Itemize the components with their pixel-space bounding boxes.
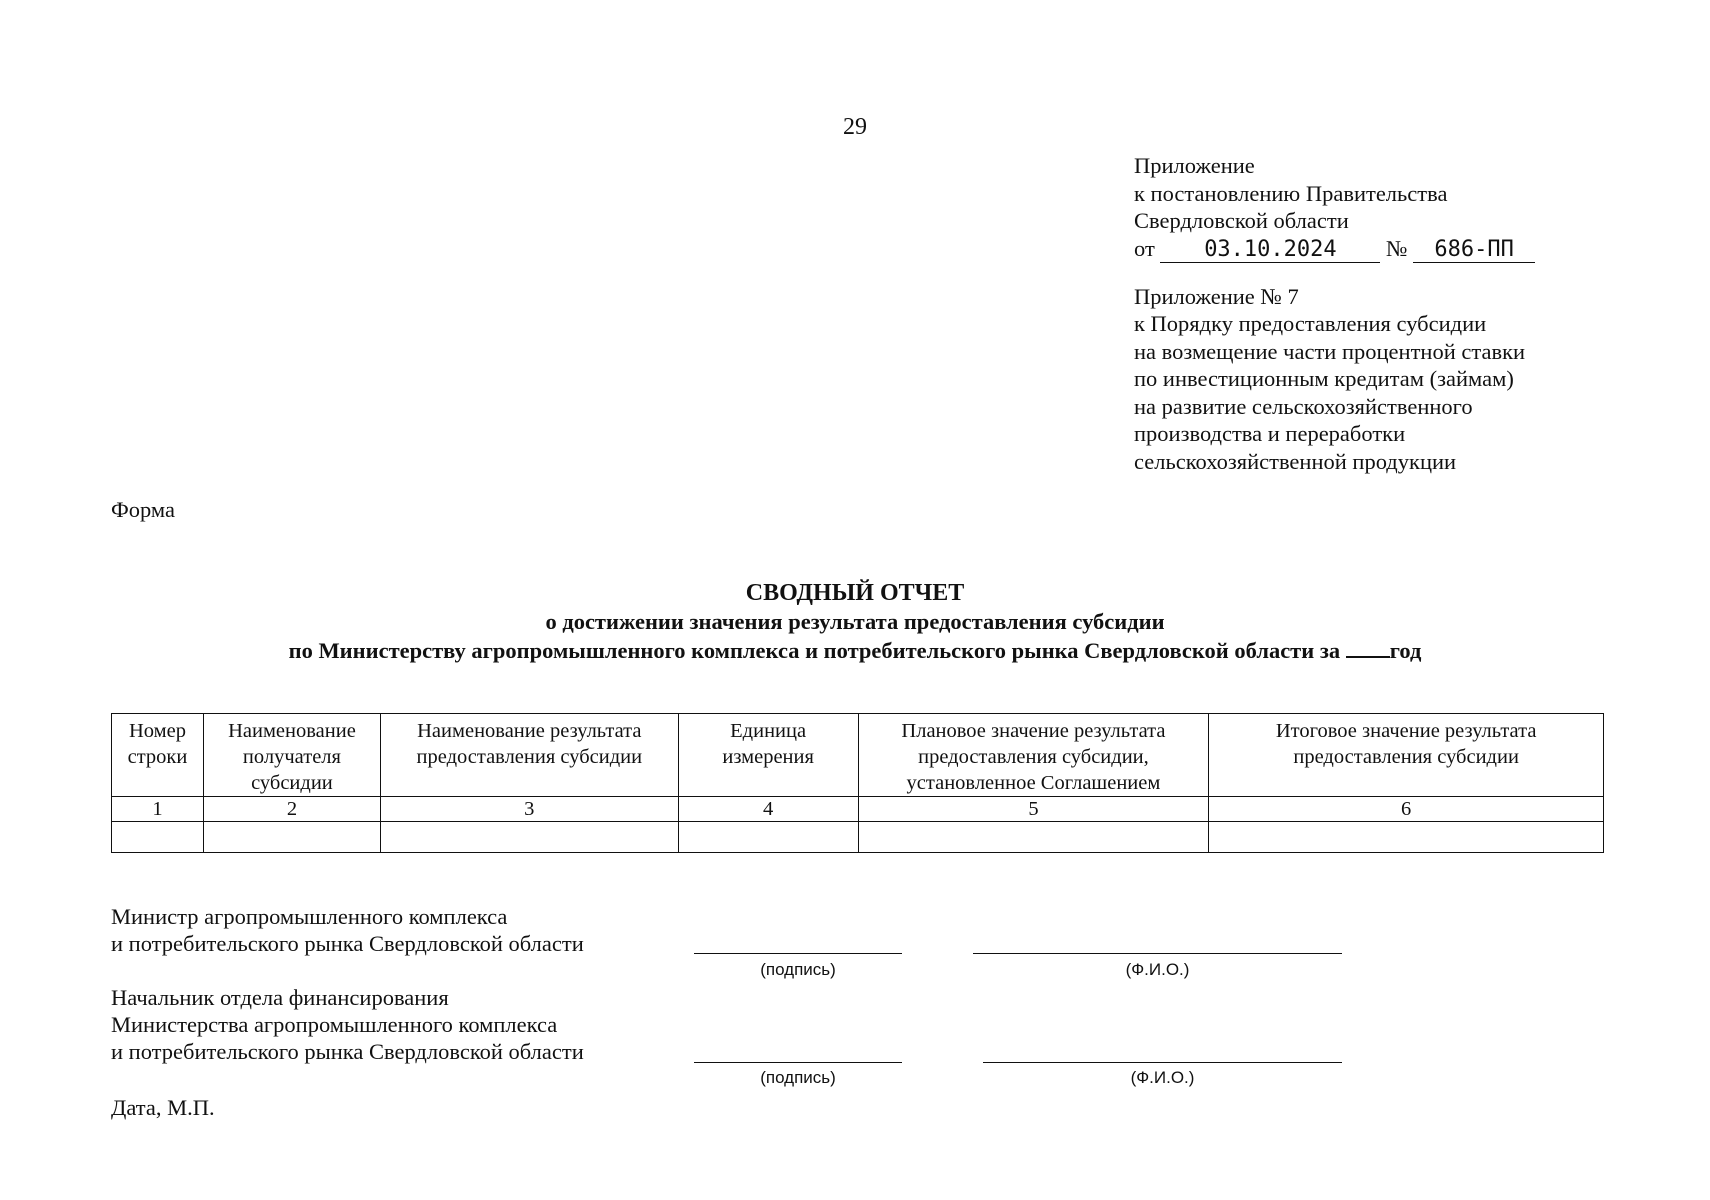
column-number: 4	[678, 797, 858, 822]
finance-head-title-line: и потребительского рынка Свердловской области	[111, 1039, 584, 1064]
header-final-value: Итоговое значение результата предоставления субсидии	[1209, 714, 1604, 797]
resolution-date: 03.10.2024	[1160, 238, 1380, 263]
title-ministry-line	[0, 636, 1710, 665]
appendix-block	[1134, 152, 1535, 475]
finance-head-name-line	[983, 1062, 1342, 1063]
table-cell	[112, 822, 204, 853]
header-unit: Единица измерения	[678, 714, 858, 797]
title-subtitle: о достижении значения результата предоставления субсидии	[545, 609, 1165, 634]
minister-name-caption: (Ф.И.О.)	[1125, 960, 1190, 979]
appendix7-line: к Порядку предоставления субсидии	[1134, 311, 1487, 336]
appendix-line: Приложение	[1134, 153, 1255, 178]
minister-title-line: Министр агропромышленного комплекса	[111, 904, 508, 929]
header-recipient: Наименование получателя субсидии	[203, 714, 380, 797]
resolution-number: 686-ПП	[1413, 238, 1535, 263]
table-header-row	[112, 714, 1604, 797]
minister-title-line: и потребительского рынка Свердловской области	[111, 931, 584, 956]
header-planned-value: Плановое значение результата предоставления субсидии, установленное Соглашением	[858, 714, 1209, 797]
finance-head-title-line: Министерства агропромышленного комплекса	[111, 1012, 558, 1037]
table-cell	[858, 822, 1209, 853]
table-cell	[380, 822, 678, 853]
appendix7-line: на развитие сельскохозяйственного	[1134, 393, 1473, 419]
header-result-name: Наименование результата предоставления субсидии	[380, 714, 678, 797]
appendix7-line: Приложение № 7	[1134, 283, 1299, 309]
table-row	[112, 822, 1604, 853]
date-stamp-label: Дата, М.П.	[111, 1095, 215, 1120]
title-ministry-text: по Министерству агропромышленного комплекса и потребительского рынка Свердловской области за	[288, 638, 1341, 663]
appendix7-line: сельскохозяйственной продукции	[1134, 448, 1457, 474]
finance-head-title	[111, 984, 584, 1065]
finance-head-signature-caption: (подпись)	[760, 1068, 836, 1087]
finance-head-name-caption: (Ф.И.О.)	[1130, 1068, 1195, 1087]
column-number-row	[112, 797, 1604, 822]
appendix7-line: производства и переработки	[1134, 421, 1406, 446]
column-number: 3	[380, 797, 678, 822]
table-cell	[203, 822, 380, 853]
minister-name-line	[973, 953, 1342, 954]
number-prefix: №	[1386, 235, 1408, 261]
date-prefix: от	[1134, 235, 1155, 261]
appendix7-line: по инвестиционным кредитам (займам)	[1134, 366, 1514, 391]
report-table	[111, 713, 1604, 853]
column-number: 6	[1209, 797, 1604, 822]
table-cell	[1209, 822, 1604, 853]
column-number: 5	[858, 797, 1209, 822]
page-number: 29	[843, 114, 867, 140]
appendix-line: к постановлению Правительства	[1134, 180, 1448, 206]
minister-signature-line	[694, 953, 902, 954]
appendix7-line: на возмещение части процентной ставки	[1134, 338, 1526, 364]
header-row-number: Номер строки	[112, 714, 204, 797]
minister-signature-caption: (подпись)	[760, 960, 836, 979]
column-number: 2	[203, 797, 380, 822]
minister-title	[111, 903, 584, 957]
table-cell	[678, 822, 858, 853]
title-year-word: год	[1389, 638, 1422, 663]
appendix-date-line	[1134, 235, 1535, 263]
title-main: СВОДНЫЙ ОТЧЕТ	[745, 580, 965, 606]
finance-head-title-line: Начальник отдела финансирования	[111, 985, 449, 1010]
finance-head-signature-line	[694, 1062, 902, 1063]
report-title	[0, 578, 1710, 665]
column-number: 1	[112, 797, 204, 822]
appendix-line: Свердловской области	[1134, 208, 1349, 233]
form-label: Форма	[111, 497, 176, 522]
year-blank	[1346, 636, 1390, 658]
